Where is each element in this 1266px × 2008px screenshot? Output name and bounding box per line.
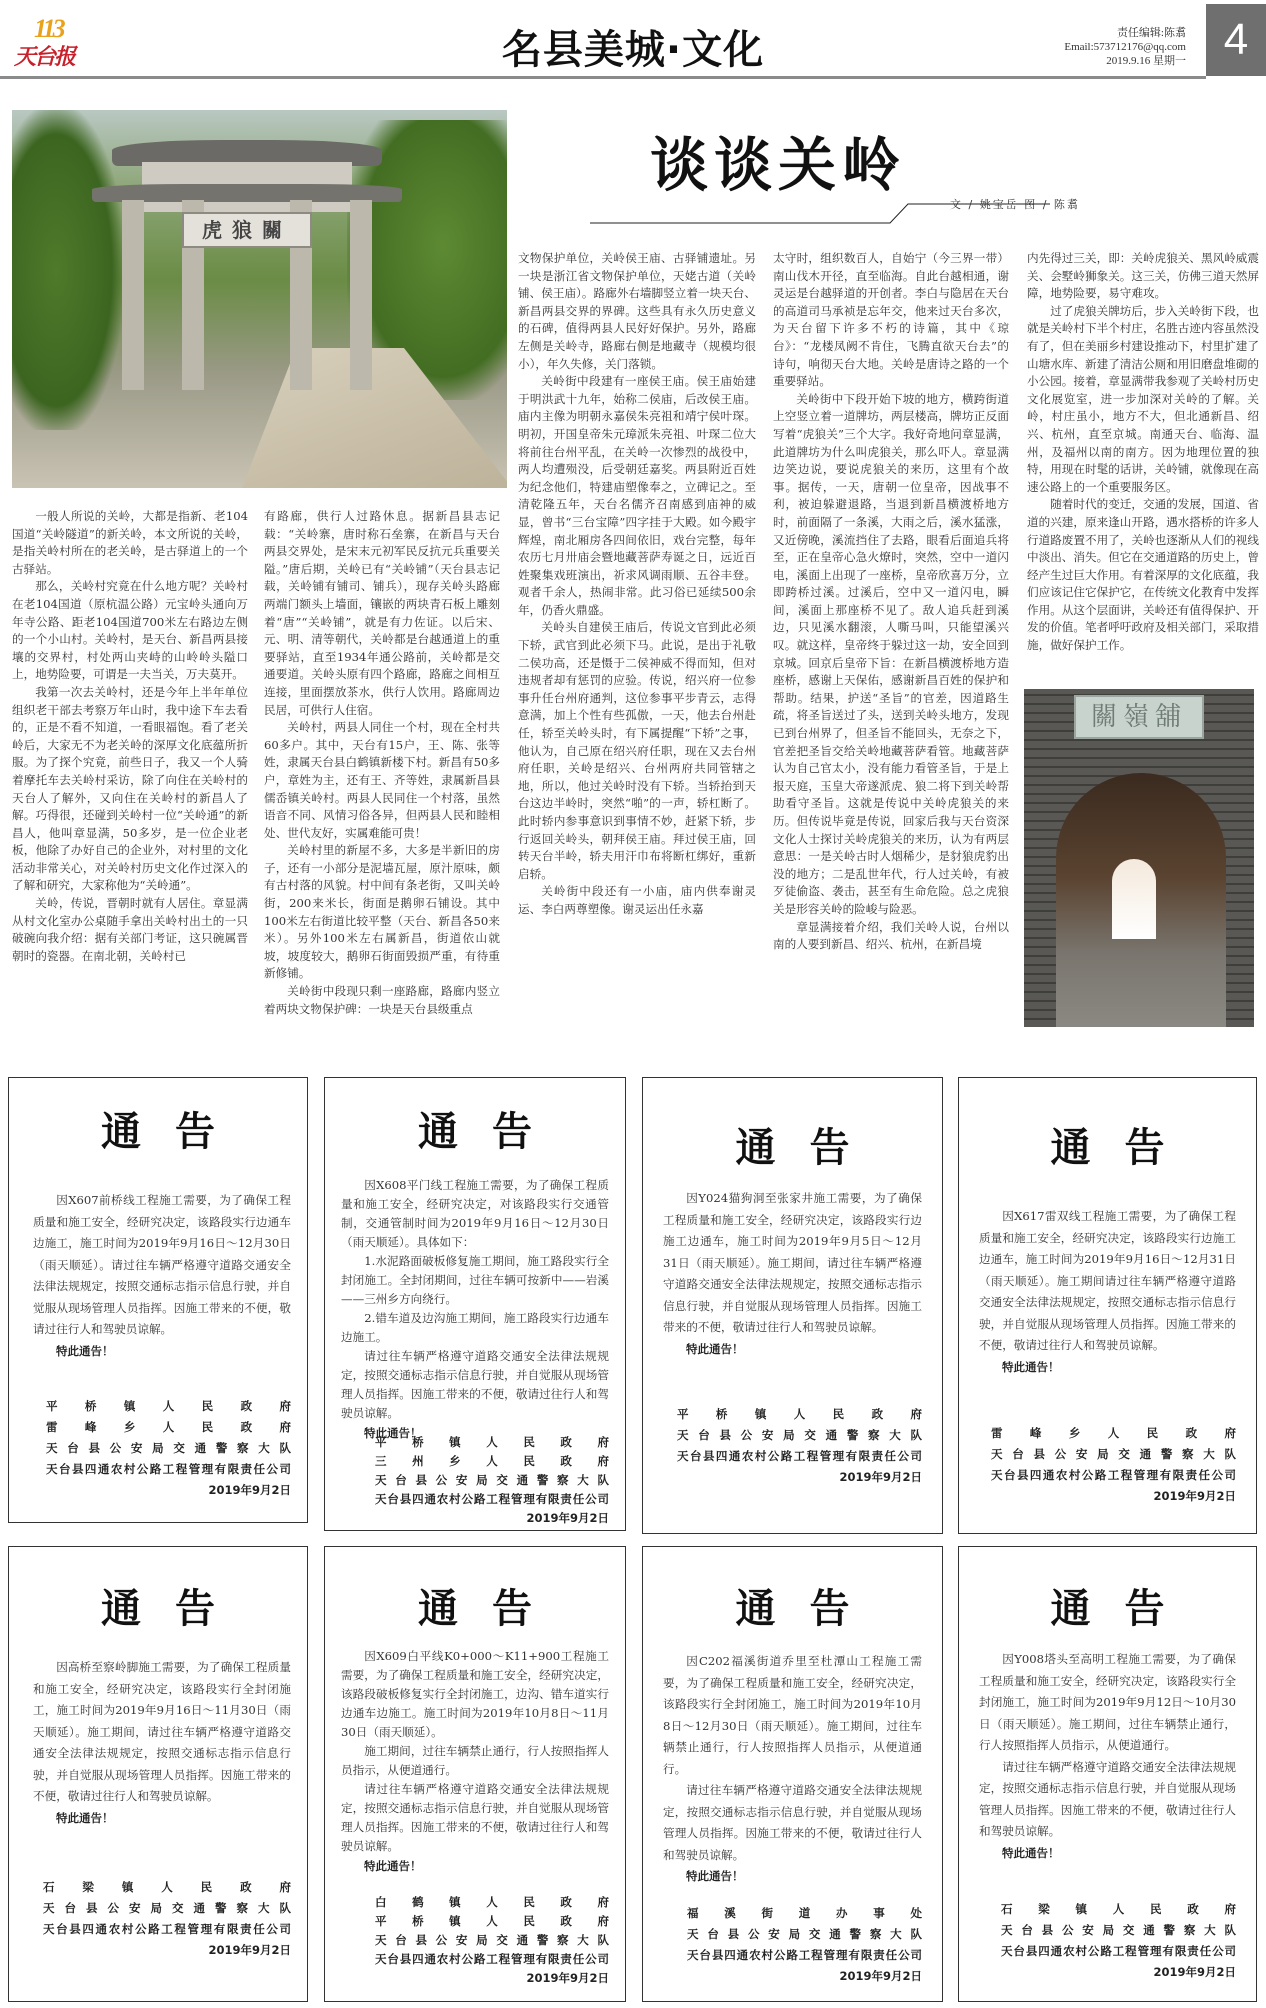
signatory: 雷峰乡人民政府	[46, 1420, 291, 1434]
notice-closing: 特此通告！	[1002, 1359, 1060, 1374]
article-headline: 谈谈关岭	[650, 131, 907, 199]
notice-signatories	[687, 1903, 922, 1987]
notice-closing: 特此通告！	[56, 1810, 114, 1825]
signatory: 天台县四通农村公路工程管理有限责任公司	[43, 1922, 291, 1936]
page-meta	[1064, 26, 1186, 68]
notice-paragraph: 因Y024猫狗洞至张家井施工需要，为了确保工程质量和施工安全，经研究决定，该路段实行边施工边通车，施工时间为2019年9月5日～12月31日（雨天顺延）。施工期间，请过往车辆严格遵守道路交通安全法律法规规定，按照交通标志指示信息行驶，并自觉服从现场管理人员指挥。因施工带来的不便，敬请过往行人和驾驶员谅解。	[663, 1191, 922, 1334]
notice-paragraph: 1.水泥路面破板修复施工期间，施工路段实行全封闭施工。全封闭期间，过往车辆可按新中——岩溪——三州乡方向绕行。	[341, 1254, 609, 1306]
signatory: 天台县公安局交通警察大队	[46, 1441, 291, 1455]
paragraph: 章显满接着介绍，我们关岭人说，台州以南的人要到新昌、绍兴、杭州，在新昌境	[773, 919, 1009, 952]
notice-y024	[642, 1077, 943, 1534]
notice-title: 通告	[1050, 1125, 1199, 1171]
signatory: 天台县四通农村公路工程管理有限责任公司	[677, 1449, 922, 1463]
signatory: 天台县公安局交通警察大队	[677, 1428, 922, 1442]
article-byline: 文 / 姚宝岳 图 / 陈翥	[950, 198, 1080, 211]
notice-date: 2019年9月2日	[1153, 1965, 1236, 1979]
notice-paragraph: 因X617雷双线工程施工需要，为了确保工程质量和施工安全，经研究决定，该路段实行边施工边通车，施工时间为2019年9月16日～12月31日（雨天顺延）。施工期间请过往车辆严格遵守道路交通安全法律法规规定，按照交通标志指示信息行驶，并自觉服从现场管理人员指挥。因施工带来的不便，敬请过往行人和驾驶员谅解。	[979, 1209, 1236, 1352]
signatory: 天台县公安局交通警察大队	[991, 1447, 1236, 1461]
logo-mark: 113	[34, 14, 63, 43]
notice-body	[979, 1649, 1236, 1861]
archway-sign: 關嶺舖	[1074, 695, 1204, 739]
signatory: 天台县四通农村公路工程管理有限责任公司	[687, 1948, 922, 1962]
photo-archway	[112, 140, 382, 380]
section-title: 名县美城·文化	[501, 27, 765, 73]
notice-date: 2019年9月2日	[208, 1483, 291, 1497]
article-column-4	[773, 250, 1009, 954]
notice-paragraph: 因X608平门线工程施工需要，为了确保工程质量和施工安全，经研究决定，对该路段实行交通管制，交通管制时间为2019年9月16日～12月30日（雨天顺延）。具体如下：	[341, 1178, 609, 1249]
signatory: 平桥镇人民政府	[677, 1407, 922, 1421]
notice-date: 2019年9月2日	[1153, 1489, 1236, 1503]
signatory: 天台县公安局交通警察大队	[1001, 1923, 1236, 1937]
masthead	[0, 0, 1266, 78]
notice-paragraph: 因高桥至察岭脚施工需要，为了确保工程质量和施工安全，经研究决定，该路段实行全封闭施工，施工时间为2019年9月16日～11月30日（雨天顺延）。施工期间，请过往车辆严格遵守道路交通安全法律法规规定，按照交通标志指示信息行驶，并自觉服从现场管理人员指挥。因施工带来的不便，敬请过往行人和驾驶员谅解。	[33, 1660, 291, 1803]
paragraph: 关岭村里的新屋不多，大多是半新旧的房子，还有一小部分是泥墙瓦屋，原汁原味，颇有古村落的风貌。村中间有条老街，又叫关岭街，200来米长，街面是鹅卵石铺设。其中100米左右街道比较平整（天台、新昌各50来米）。另外100米左右属新昌，街道依山就坡，坡度较大，鹅卵石街面毁损严重，有待重新修铺。	[264, 843, 500, 981]
notice-closing: 特此通告！	[1002, 1845, 1060, 1860]
notice-signatories	[43, 1877, 291, 1961]
signatory: 白鹤镇人民政府	[375, 1895, 609, 1909]
signatory: 天台县四通农村公路工程管理有限责任公司	[1001, 1944, 1236, 1958]
paragraph: 随着时代的变迁，交通的发展，国道、省道的兴建，原来逢山开路，遇水搭桥的许多人行道路废置不用了，关岭也逐渐从人们的视线中淡出、消失。但它在交通道路的历史上，曾经产生过巨大作用。有着深厚的文化底蕴，我们应该记住它保护它，在传统文化教育中发挥作用。从这个层面讲，关岭还有值得保护、开发的价值。笔者呼吁政府及相关部门，采取措施，做好保护工作。	[1027, 497, 1259, 653]
notice-signatories	[375, 1433, 609, 1528]
notice-date: 2019年9月2日	[839, 1470, 922, 1484]
notice-y008	[958, 1546, 1257, 2002]
notice-body	[979, 1206, 1236, 1375]
notice-title: 通告	[418, 1109, 566, 1155]
signatory: 天台县四通农村公路工程管理有限责任公司	[375, 1492, 609, 1506]
signatory: 平桥镇人民政府	[46, 1399, 291, 1413]
notice-closing: 特此通告！	[56, 1343, 114, 1358]
notice-title: 通告	[735, 1125, 884, 1171]
signatory: 天台县四通农村公路工程管理有限责任公司	[991, 1468, 1236, 1482]
notice-paragraph: 请过往车辆严格遵守道路交通安全法律法规规定，按照交通标志指示信息行驶，并自觉服从现场管理人员指挥。因施工带来的不便，敬请过往行人和驾驶员谅解。	[979, 1759, 1236, 1838]
signatory: 天台县公安局交通警察大队	[43, 1901, 291, 1915]
notice-paragraph: 2.错车道及边沟施工期间，施工路段实行边通车边施工。	[341, 1311, 609, 1344]
notice-signatories	[375, 1893, 609, 1988]
signatory: 天台县公安局交通警察大队	[687, 1927, 922, 1941]
notice-paragraph: 因X607前桥线工程施工需要，为了确保工程质量和施工安全，经研究决定，该路段实行边通车边施工，施工时间为2019年9月16日～12月30日（雨天顺延）。请过往车辆严格遵守道路交通安全法律法规规定，按照交通标志指示信息行驶，并自觉服从现场管理人员指挥。因施工带来的不便，敬请过往行人和驾驶员谅解。	[33, 1193, 291, 1336]
paragraph: 关岭街中段建有一座侯王庙。侯王庙始建于明洪武十九年，始称二侯庙，后改侯王庙。庙内主像为明朝永嘉侯朱亮祖和靖宁侯叶琛。明初，开国皇帝朱元璋派朱亮祖、叶琛二位大将前往台州平乱，在关岭一次惨烈的战役中，两人均遭殒没，后受朝廷嘉奖。两县附近百姓为纪念他们，特建庙塑像奉之，立碑记之。至清乾隆五年，天台名儒齐召南感到庙神的威显，曾书“三台宝障”四字挂于大殿。如今殿宇辉煌，南北厢房各四间依旧，戏台完整，每年农历七月卅庙会暨地藏菩萨寿诞之日，远近百姓聚集戏班演出，祈求风调雨顺、五谷丰登。观者千余人，热闹非常。此习俗已延续500余年，仍香火鼎盛。	[518, 374, 756, 617]
paragraph: 过了虎狼关牌坊后，步入关岭街下段，也就是关岭村下半个村庄，名胜古迹内容虽然没有了，但在美丽乡村建设推动下，村里扩建了山塘水库、新建了清洁公厕和用旧磨盘堆砌的小公园。接着，章显满带我参观了关岭村历史文化展览室，进一步加深对关岭的了解。关岭，村庄虽小，地方不大，但北通新昌、绍兴、杭州，直至京城。南通天台、临海、温州，及福州以南的南方。因为地理位置的独特，用现在时髦的话讲，关岭铺，就像现在高速公路上的一个重要服务区。	[1027, 303, 1259, 494]
notice-title: 通告	[735, 1586, 884, 1632]
notice-body	[33, 1657, 291, 1826]
notice-paragraph: 因Y008塔头至高明工程施工需要，为了确保工程质量和施工安全，经研究决定，该路段实行全封闭施工，施工时间为2019年9月12日～10月30日（雨天顺延）。施工期间，过往车辆禁止通行，行人按照指挥人员指示，从便道通行。	[979, 1652, 1236, 1752]
paragraph: 有路廊，供行人过路休息。据新昌县志记载：“关岭寨，唐时称石垒寨，在新昌与天台两县交界处，是宋末元初军民反抗元兵重要关隘。”唐后期，关岭已有“关岭铺”（天台县志记载，关岭铺有铺司、铺兵），现存关岭头路廊两端门额头上墙面，镶嵌的两块青石板上雕刻着“唐”“关岭铺”，就是有力佐证。以后宋、元、明、清等朝代，关岭都是台越通道上的重要驿站，直至1934年通公路前，关岭都是交通要道。关岭头原有四个路廊，路廊之间相互连接，里面摆放茶水，供行人饮用。路廊周边民居，可供行人住宿。	[264, 509, 500, 717]
inset-photo-archway	[1024, 689, 1254, 1027]
notice-title: 通告	[418, 1586, 566, 1632]
notice-date: 2019年9月2日	[208, 1943, 291, 1957]
notice-body	[341, 1176, 609, 1441]
headline-divider	[590, 196, 1260, 226]
article-column-2	[264, 508, 500, 1018]
notice-x609	[324, 1546, 626, 2002]
notice-paragraph: 请过往车辆严格遵守道路交通安全法律法规规定，按照交通标志指示信息行驶，并自觉服从现场管理人员指挥。因施工带来的不便，敬请过往行人和驾驶员谅解。	[341, 1782, 609, 1853]
page-number: 4	[1206, 4, 1266, 76]
header-rule	[0, 76, 1206, 79]
paragraph: 我第一次去关岭村，还是今年上半年单位组织老干部去考察万年山时，我中途下车去看的，正是不看不知道，一看眼福饱。看了老关岭后，大家无不为老关岭的深厚文化底蕴所折服。为了探个究竟，前些日子，我又一个人骑着摩托车去关岭村采访，除了向住在关岭村的天台人了解外，又向住在关岭村的新昌人了解。巧得很，还碰到关岭村一位“关岭通”的新昌人，他叫章显满，50多岁，是一位企业老板，他除了办好自己的企业外，对村里的文化活动非常关心，对关岭村历史文化作过深入的了解和研究，大家称他为“关岭通”。	[12, 684, 248, 893]
paragraph: 文物保护单位，关岭侯王庙、古驿铺遗址。另一块是浙江省文物保护单位，天姥古道（关岭铺、侯王庙）。路廊外右墙脚竖立着一块天台、新昌两县交界的界碑。这些具有永久历史意义的石碑，值得两县人民好好保护。另外，路廊左侧是关岭寺，路廊右侧是地藏寺（规模均很小），年久失修，关门落锁。	[518, 251, 756, 371]
signatory: 天台县四通农村公路工程管理有限责任公司	[375, 1952, 609, 1966]
notice-closing: 特此通告！	[364, 1426, 422, 1440]
logo-name: 天台报	[14, 44, 75, 70]
signatory: 福溪街道办事处	[687, 1906, 922, 1920]
notice-paragraph: 因X609白平线K0+000～K11+900工程施工需要，为了确保工程质量和施工安全，经研究决定，该路段破板修复实行全封闭施工，边沟、错车道实行边通车边施工。施工时间为2019年10月8日～11月30日（雨天顺延）。	[341, 1649, 609, 1739]
notice-c202	[642, 1546, 943, 2002]
notice-date: 2019年9月2日	[839, 1969, 922, 1983]
notice-gaoqiao	[8, 1546, 308, 2002]
signatory: 平桥镇人民政府	[375, 1914, 609, 1928]
notice-title: 通告	[1050, 1586, 1199, 1632]
signatory: 三州乡人民政府	[375, 1454, 609, 1468]
article-column-5	[1027, 250, 1259, 655]
notice-paragraph: 因C202福溪街道乔里至杜潭山工程施工需要，为了确保工程质量和施工安全，经研究决定，该路段实行全封闭施工，施工时间为2019年10月8日～12月30日（雨天顺延）。施工期间，过往车辆禁止通行，行人按照指挥人员指示，从便道通行。	[663, 1654, 922, 1776]
paragraph: 关岭，传说，晋朝时就有人居住。章显满从村文化室办公桌随手拿出关岭村出土的一只破碗向我介绍：据有关部门考证，这只碗属晋朝时的瓷器。在南北朝，关岭村已	[12, 896, 248, 963]
paragraph: 关岭街中段还有一小庙，庙内供奉谢灵运、李白两尊塑像。谢灵运出任永嘉	[518, 884, 756, 916]
signatory: 天台县公安局交通警察大队	[375, 1473, 609, 1487]
notice-paragraph: 请过往车辆严格遵守道路交通安全法律法规规定，按照交通标志指示信息行驶，并自觉服从现场管理人员指挥。因施工带来的不便，敬请过往行人和驾驶员谅解。	[663, 1783, 922, 1862]
notice-paragraph: 请过往车辆严格遵守道路交通安全法律法规规定，按照交通标志指示信息行驶，并自觉服从现场管理人员指挥。因施工带来的不便，敬请过往行人和驾驶员谅解。	[341, 1349, 609, 1420]
notice-closing: 特此通告！	[686, 1341, 744, 1356]
signatory: 石梁镇人民政府	[1001, 1902, 1236, 1916]
paragraph: 关岭街中下段开始下坡的地方，横跨街道上空竖立着一道牌坊，两层楼高，牌坊正反面写着“虎狼关”三个大字。我好奇地问章显满，此道牌坊为什么叫虎狼关，那么吓人。章显满边笑边说，要说虎狼关的来历，这里有个故事。据传，一天，唐朝一位皇帝，因战事不利，被迫躲避退路，当退到新昌横渡桥地方时，前面隔了一条溪，大雨之后，溪水猛涨，又近傍晚，溪流挡住了去路，眼看后面追兵将至，正在皇帝心急火燎时，突然，空中一道闪电，溪面上出现了一座桥，皇帝欣喜万分，立即跨桥过溪。过溪后，空中又一道闪电，瞬间，溪面上那座桥不见了。敌人追兵赶到溪边，只见溪水翻滚，人嘶马叫，只能望溪兴叹。就这样，皇帝终于躲过这一劫，安全回到京城。回京后皇帝下旨：在新昌横渡桥地方造座桥，感谢上天保佑，感谢新昌百姓的保护和帮助。结果，护送“圣旨”的官差，因道路生疏，将圣旨送过了头，送到关岭头地方，发现已到台州界了，但圣旨不能回头，无奈之下，官差把圣旨交给关岭地藏菩萨看管。地藏菩萨认为自己官太小，没有能力看管圣旨，于是上报天庭，玉皇大帝遂派虎、狼二将下到关岭帮助看守圣旨。这就是传说中关岭虎狼关的来历。但传说毕竟是传说，回家后我与天台资深文化人士探讨关岭虎狼关的来历，认为有两层意思：一是关岭古时人烟稀少，是豺狼虎豹出没的地方；二是乱世年代，行人过关岭，有被歹徒偷盗、袭击，甚至有生命危险。总之虎狼关是形容关岭的险峻与险恶。	[773, 391, 1009, 916]
notice-body	[663, 1651, 922, 1884]
notice-body	[33, 1190, 291, 1359]
issue-date: 2019.9.16 星期一	[1106, 55, 1186, 67]
notice-closing: 特此通告！	[686, 1869, 744, 1883]
main-photo-gate	[12, 110, 507, 488]
notice-signatories	[1001, 1899, 1236, 1983]
notice-x617	[958, 1077, 1257, 1534]
notice-closing: 特此通告！	[364, 1859, 422, 1873]
paragraph: 关岭村，两县人同住一个村，现在全村共60多户。其中，天台有15户，王、陈、张等姓，隶属天台县白鹤镇新楼下村。新昌有50多户，章姓为主，还有王、齐等姓，隶属新昌县儒岙镇关岭村。两县人民同住一个村落，虽然语音不同、风情习俗各异，但两县人民和睦相处、世代友好，实属难能可贵！	[264, 720, 500, 840]
notice-signatories	[677, 1404, 922, 1488]
notice-signatories	[991, 1423, 1236, 1507]
article-column-3	[518, 250, 756, 919]
notice-date: 2019年9月2日	[526, 1971, 609, 1985]
paragraph: 太守时，组织数百人，自始宁（今三界一带）南山伐木开径，直至临海。自此台越相通，谢灵运是台越驿道的开创者。李白与隐居在天台的高道司马承祯是忘年交，他来过天台多次，为天台留下许多不朽的诗篇，其中《琼台》：“龙楼凤阙不肯住，飞腾直欲天台去”的诗句，响彻天台大地。关岭是唐诗之路的一个重要驿站。	[773, 251, 1009, 389]
paragraph: 一般人所说的关岭，大都是指新、老104国道“关岭隧道”的新关岭，本文所说的关岭，是指关岭村所在的老关岭，是古驿道上的一个古驿站。	[12, 509, 248, 576]
photo-trees-left	[12, 110, 122, 430]
editor-email: Email:573712176@qq.com	[1064, 41, 1186, 53]
notice-body	[341, 1647, 609, 1874]
signatory: 天台县四通农村公路工程管理有限责任公司	[46, 1462, 291, 1476]
signatory: 石梁镇人民政府	[43, 1880, 291, 1894]
signatory: 雷峰乡人民政府	[991, 1426, 1236, 1440]
signatory: 天台县公安局交通警察大队	[375, 1933, 609, 1947]
notice-title: 通告	[101, 1109, 249, 1155]
editor-credit: 责任编辑:陈翥	[1116, 27, 1186, 39]
paragraph: 关岭头自建侯王庙后，传说文官到此必须下轿，武官到此必须下马。此说，是出于礼敬二侯功高，还是慑于二侯神威不得而知，但对违规者却有惩罚的应验。传说，绍兴府一位参事升任台州府通判，这位参事平步青云，志得意满，加上个性有些孤傲，一天，他去台州赴任，轿至关岭头时，有下属提醒“下轿”之事，他认为，自己原在绍兴府任职，现在又去台州府任职，关岭是绍兴、台州两府共同管辖之地，所以，他过关岭时没有下轿。当轿抬到天台这边半岭时，突然“啪”的一声，轿杠断了。此时轿内参事意识到事情不妙，赶紧下轿，步行返回关岭头，朝拜侯王庙。拜过侯王庙，回转天台半岭，轿夫用汗巾布将断杠绑好，重新启轿。	[518, 620, 756, 881]
notice-paragraph: 施工期间，过往车辆禁止通行，行人按照指挥人员指示，从便道通行。	[341, 1744, 609, 1777]
notice-x608	[324, 1077, 626, 1531]
notice-date: 2019年9月2日	[526, 1511, 609, 1525]
notice-title: 通告	[101, 1586, 249, 1632]
notice-signatories	[46, 1396, 291, 1501]
signatory: 平桥镇人民政府	[375, 1435, 609, 1449]
paragraph: 那么，关岭村究竟在什么地方呢？关岭村在老104国道（原杭温公路）元宝岭头通向万年寺公路、距老104国道700米左右路边左侧的一个小山村。关岭村，是天台、新昌两县接壤的交界村，村处两山夹峙的山岭岭头隘口上，地势险要，可谓是一夫当关，万夫莫开。	[12, 579, 248, 682]
article-column-1	[12, 508, 248, 965]
paragraph: 关岭街中段现只剩一座路廊，路廊内竖立着两块文物保护碑：一块是天台县级重点	[264, 984, 500, 1016]
paragraph: 内先得过三关，即：关岭虎狼关、黑风岭威震关、会墅岭狮象关。这三关，仿佛三道天然屏障，地势险要，易守难攻。	[1027, 251, 1259, 301]
notice-x607	[8, 1077, 308, 1523]
gate-plaque: 虎狼關	[182, 212, 312, 248]
notice-body	[663, 1188, 922, 1357]
photo-arch-light	[1112, 859, 1156, 939]
